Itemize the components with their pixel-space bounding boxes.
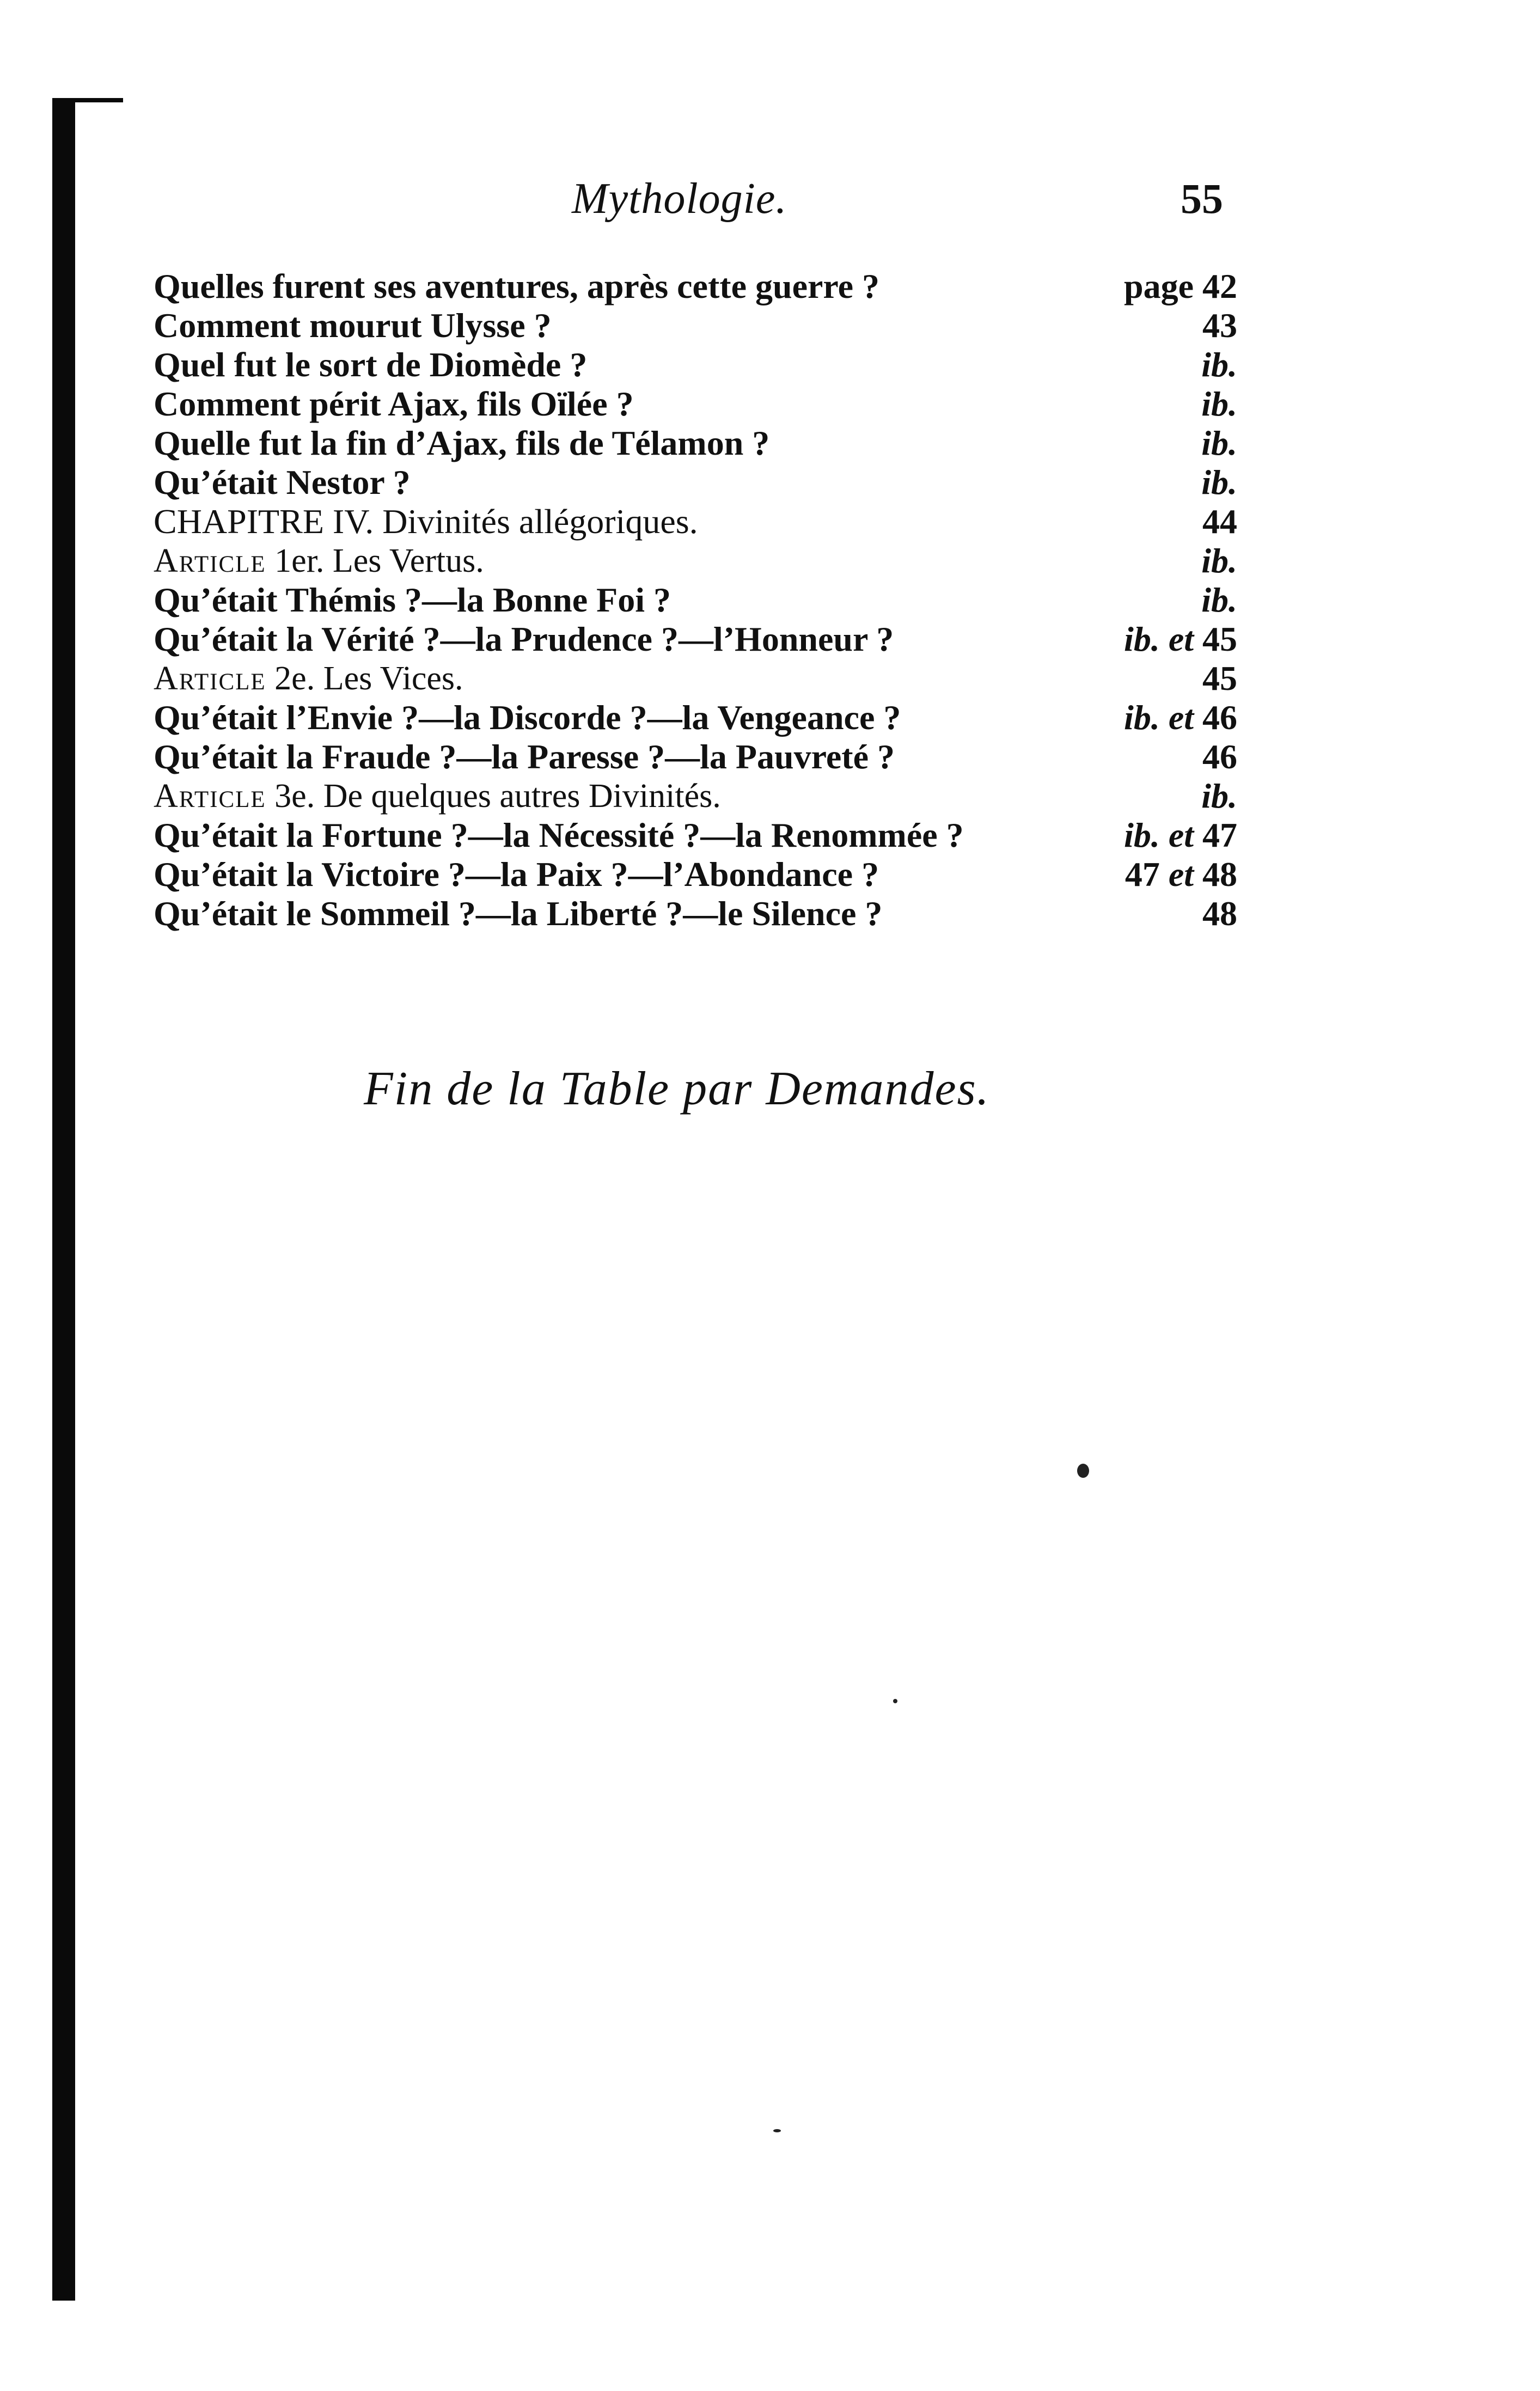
toc-ref-italic: et [1168, 855, 1194, 894]
toc-page-ref [1202, 659, 1237, 698]
toc-page-ref [1124, 267, 1237, 306]
toc-chapter-row [154, 502, 1237, 541]
toc-entry-text: CHAPITRE IV. Divinités allégoriques. [154, 502, 698, 541]
toc-page-ref [1202, 502, 1237, 541]
binding-edge-top [52, 98, 123, 102]
toc-page-ref [1201, 541, 1237, 580]
toc-page-ref [1201, 463, 1237, 502]
toc-question-row [154, 267, 1237, 306]
toc-ref-italic: ib. [1201, 776, 1237, 815]
toc-ref-italic: ib. [1201, 541, 1237, 580]
toc-page-ref [1201, 776, 1237, 816]
end-of-table-text: Fin de la Table par Demandes. [364, 1062, 990, 1115]
toc-entry-text: Quel fut le sort de Diomède ? [154, 345, 588, 384]
toc-ref-number: 47 [1202, 816, 1237, 854]
toc-entry-text: Quelles furent ses aventures, après cette guerre ? [154, 267, 880, 305]
toc-entry-text: Qu’était l’Envie ?—la Discorde ?—la Vengeance ? [154, 698, 901, 737]
toc-question-row [154, 620, 1237, 659]
toc-page-ref [1201, 580, 1237, 620]
toc-entry-text: Qu’était la Vérité ?—la Prudence ?—l’Honneur ? [154, 620, 894, 658]
toc-page-ref [1201, 345, 1237, 384]
toc-ref-prefix: page [1124, 267, 1194, 305]
toc-entry-text: Qu’était le Sommeil ?—la Liberté ?—le Silence ? [154, 894, 883, 933]
print-speck [773, 2129, 781, 2132]
article-label: Article [154, 660, 266, 697]
toc-ref-number: 44 [1202, 502, 1237, 541]
toc-ref-number: 48 [1202, 855, 1237, 894]
toc-question-row [154, 816, 1237, 855]
toc-ref-number: 48 [1202, 894, 1237, 933]
toc-ref-number: 46 [1202, 698, 1237, 737]
end-note [0, 1056, 1540, 1122]
toc-entry-text: Quelle fut la fin d’Ajax, fils de Télamon ? [154, 424, 770, 462]
toc-entry-text: Comment périt Ajax, fils Oïlée ? [154, 384, 634, 423]
toc-ref-number: 45 [1202, 659, 1237, 698]
toc-article-row [154, 659, 1237, 698]
toc-ref-italic: ib. et [1124, 620, 1194, 658]
binding-edge [52, 98, 75, 2301]
toc-page-ref [1201, 384, 1237, 424]
print-speck [1077, 1464, 1089, 1478]
article-label: Article [154, 542, 266, 579]
toc-page-ref [1202, 894, 1237, 933]
toc-ref-italic: ib. [1201, 580, 1237, 619]
toc-ref-italic: ib. et [1124, 698, 1194, 737]
toc-question-row [154, 424, 1237, 463]
toc-page-ref [1124, 816, 1237, 855]
toc-entry-text: Article 2e. Les Vices. [154, 660, 463, 697]
article-label: Article [154, 778, 266, 815]
toc-page-ref [1124, 698, 1237, 737]
toc-ref-number: 45 [1202, 620, 1237, 658]
toc-entry-text: Qu’était la Victoire ?—la Paix ?—l’Abondance ? [154, 855, 879, 894]
toc-page-ref [1202, 306, 1237, 345]
toc-question-row [154, 384, 1237, 424]
toc-page-ref [1202, 737, 1237, 776]
toc-entry-text: Article 1er. Les Vertus. [154, 542, 484, 579]
toc-question-row [154, 580, 1237, 620]
toc-entry-text: Article 3e. De quelques autres Divinités. [154, 778, 721, 815]
toc-ref-number: 42 [1202, 267, 1237, 305]
toc-ref-number: 46 [1202, 737, 1237, 776]
running-head [0, 163, 1540, 234]
toc-entry-text: Qu’était la Fraude ?—la Paresse ?—la Pauvreté ? [154, 737, 895, 776]
toc-question-row [154, 306, 1237, 345]
toc-question-row [154, 698, 1237, 737]
toc-question-row [154, 463, 1237, 502]
toc-entry-text: Comment mourut Ulysse ? [154, 306, 552, 345]
table-of-contents [154, 267, 1237, 933]
running-title: Mythologie. [572, 175, 787, 223]
toc-entry-text: Qu’était Thémis ?—la Bonne Foi ? [154, 580, 671, 619]
toc-page-ref [1125, 855, 1237, 894]
toc-ref-number: 43 [1202, 306, 1237, 345]
toc-ref-italic: ib. et [1124, 816, 1194, 854]
toc-ref-italic: ib. [1201, 424, 1237, 462]
toc-page-ref [1124, 620, 1237, 659]
toc-page-ref [1201, 424, 1237, 463]
toc-ref-italic: ib. [1201, 345, 1237, 384]
toc-article-row [154, 541, 1237, 580]
toc-ref-prefix: 47 [1125, 855, 1160, 894]
toc-article-row [154, 776, 1237, 816]
toc-ref-italic: ib. [1201, 463, 1237, 502]
toc-entry-text: Qu’était la Fortune ?—la Nécessité ?—la Renommée ? [154, 816, 964, 854]
page-number: 55 [1181, 175, 1223, 222]
toc-question-row [154, 737, 1237, 776]
print-speck [893, 1699, 897, 1703]
toc-question-row [154, 855, 1237, 894]
toc-entry-text: Qu’était Nestor ? [154, 463, 411, 502]
toc-question-row [154, 345, 1237, 384]
toc-ref-italic: ib. [1201, 384, 1237, 423]
toc-question-row [154, 894, 1237, 933]
